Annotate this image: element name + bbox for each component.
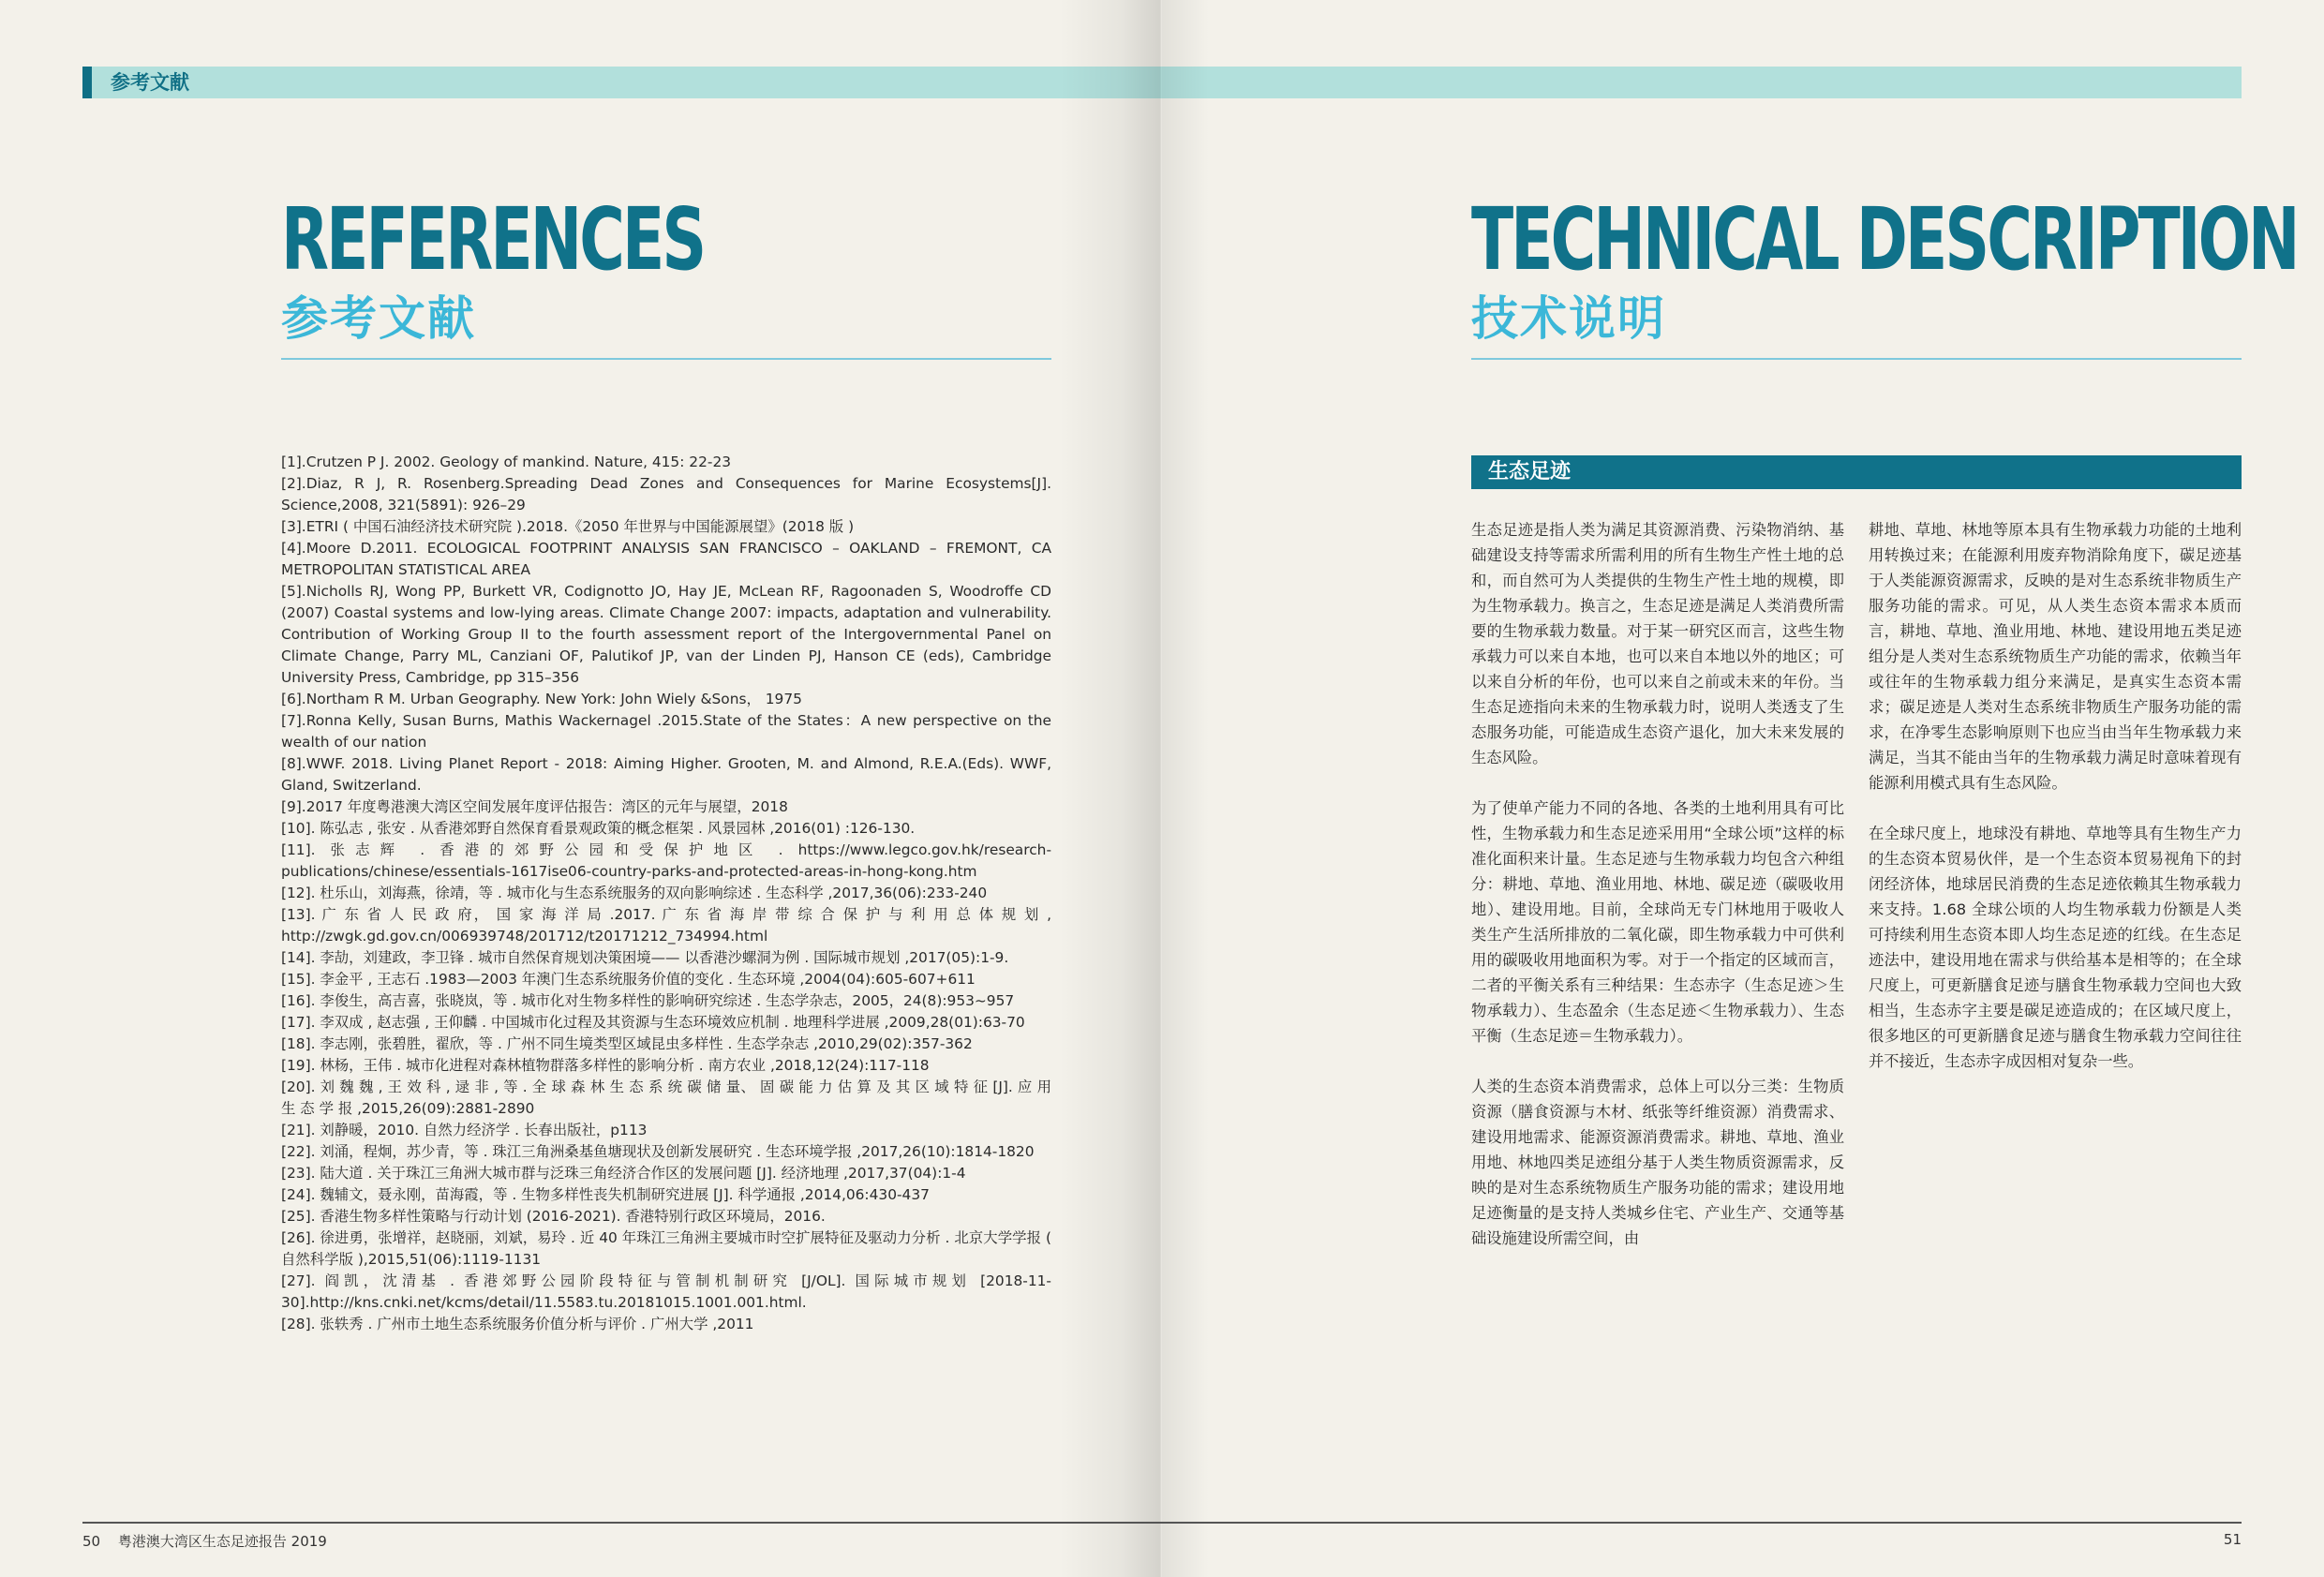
body-paragraph: 人类的生态资本消费需求，总体上可以分三类：生物质资源（膳食资源与木材、纸张等纤维资源）消费需求、建设用地需求、能源资源消费需求。耕地、草地、渔业用地、林地四类足迹组分基于人类生物质资源需求，反映的是对生态系统物质生产服务功能的需求；建设用地足迹衡量的是支持人类城乡住宅、产业生产、交通等基础设施建设所需空间，由 [1471,1078,1844,1247]
reference-item: [26]. 徐进勇，张增祥，赵晓丽，刘斌，易玲 . 近 40 年珠江三角洲主要城市时空扩展特征及驱动力分析 . 北京大学学报 ( 自然科学版 ),2015,51(06):1119-1131 [281,1229,1051,1268]
footer-left [82,1531,327,1551]
technical-description-title-zh: 技术说明 [1471,291,1666,346]
body-column-2 [1869,517,2242,1099]
reference-item: [11]. 张志辉 . 香港的郊野公园和受保护地区 . https://www.legco.gov.hk/research-publications/chinese/essentials-1617ise06-country-parks-and-protected-areas-in-hong-kong.htm [281,841,1051,880]
reference-item: [14]. 李劼，刘建政，李卫锋 . 城市自然保育规划决策困境—— 以香港沙螺洞为例 . 国际城市规划 ,2017(05):1-9. [281,949,1009,966]
body-paragraph: 为了使单产能力不同的各地、各类的土地利用具有可比性，生物承载力和生态足迹采用用“全球公顷”这样的标准化面积来计量。生态足迹与生物承载力均包含六种组分：耕地、草地、渔业用地、林地、碳足迹（碳吸收用地）、建设用地。目前，全球尚无专门林地用于吸收人类生产生活所排放的二氧化碳，即生物承载力中可供利用的碳吸收用地面积为零。对于一个指定的区域而言，二者的平衡关系有三种结果：生态赤字（生态足迹＞生物承载力）、生态盈余（生态足迹＜生物承载力）、生态平衡（生态足迹＝生物承载力）。 [1471,799,1844,1045]
references-title-zh: 参考文献 [281,291,476,346]
body-column-1 [1471,517,1844,1276]
reference-item: [4].Moore D.2011. ECOLOGICAL FOOTPRINT ANALYSIS SAN FRANCISCO – OAKLAND – FREMONT, CA METROPOLITAN STATISTICAL AREA [281,540,1051,578]
reference-item: [23]. 陆大道 . 关于珠江三角洲大城市群与泛珠三角经济合作区的发展问题 [J]. 经济地理 ,2017,37(04):1-4 [281,1165,966,1182]
reference-item: [5].Nicholls RJ, Wong PP, Burkett VR, Codignotto JO, Hay JE, McLean RF, Ragoonaden S, Woodroffe CD (2007) Coastal systems and low-lying areas. Climate Change 2007: impacts, adaptation and vulnerability. Contribution of Working Group II to the fourth assessment report of the Intergovernmental Panel on Climate Change, Parry ML, Canziani OF, Palutikof JP, van der Linden PJ, Hanson CE (eds), Cambridge University Press, Cambridge, pp 315–356 [281,583,1051,686]
page-number-left: 50 [82,1533,101,1550]
reference-item: [13]. 广 东 省 人 民 政 府， 国 家 海 洋 局 .2017. 广 东 省 海 岸 带 综 合 保 护 与 利 用 总 体 规 划 , http://zwgk.gd.gov.cn/006939748/201712/t20171212_734994.html [281,906,1051,945]
reference-item: [7].Ronna Kelly, Susan Burns, Mathis Wackernagel .2015.State of the States：A new perspective on the wealth of our nation [281,712,1051,751]
reference-list [281,452,1051,1335]
reference-item: [6].Northam R M. Urban Geography. New York: John Wiely &Sons， 1975 [281,691,802,707]
body-paragraph: 耕地、草地、林地等原本具有生物承载力功能的土地利用转换过来；在能源利用废弃物消除角度下，碳足迹基于人类能源资源需求，反映的是对生态系统非物质生产服务功能的需求。可见，从人类生态资本需求本质而言，耕地、草地、渔业用地、林地、建设用地五类足迹组分是人类对生态系统物质生产功能的需求，依赖当年或往年的生物承载力组分来满足，是真实生态资本需求；碳足迹是人类对生态系统非物质生产服务功能的需求，在净零生态影响原则下也应当由当年生物承载力来满足，当其不能由当年的生物承载力满足时意味着现有能源利用模式具有生态风险。 [1869,521,2242,792]
reference-item: [20]. 刘 魏 魏 , 王 效 科 , 逯 非 , 等 . 全 球 森 林 生 态 系 统 碳 储 量、 固 碳 能 力 估 算 及 其 区 域 特 征 [J]. 应 用 生 态 学 报 ,2015,26(09):2881-2890 [281,1079,1051,1117]
technical-description-rule [1471,358,2242,360]
reference-item: [9].2017 年度粤港澳大湾区空间发展年度评估报告：湾区的元年与展望，2018 [281,798,788,815]
reference-item: [27]. 阎凯，沈清基 . 香港郊野公园阶段特征与管制机制研究 [J/OL]. 国际城市规划 [2018-11-30].http://kns.cnki.net/kcms/detail/11.5583.tu.20181015.1001.001.html. [281,1272,1051,1311]
section-header-bar [1471,455,2242,489]
reference-item: [1].Crutzen P J. 2002. Geology of mankind. Nature, 415: 22-23 [281,454,732,470]
references-title: REFERENCES [281,189,705,290]
reference-item: [24]. 魏辅文，聂永刚，苗海霞，等 . 生物多样性丧失机制研究进展 [J]. 科学通报 ,2014,06:430-437 [281,1186,930,1203]
book-gutter-shadow-right [1162,0,1209,1577]
book-gutter-shadow [1059,0,1162,1577]
reference-item: [19]. 林杨，王伟 . 城市化进程对森林植物群落多样性的影响分析 . 南方农业 ,2018,12(24):117-118 [281,1057,930,1074]
footer-report-title: 粤港澳大湾区生态足迹报告 2019 [117,1533,327,1550]
reference-item: [10]. 陈弘志 , 张安 . 从香港郊野自然保育看景观政策的概念框架 . 风景园林 ,2016(01) :126-130. [281,820,916,837]
reference-item: [8].WWF. 2018. Living Planet Report - 2018: Aiming Higher. Grooten, M. and Almond, R.E.A.(Eds). WWF, Gland, Switzerland. [281,755,1051,794]
reference-item: [3].ETRI ( 中国石油经济技术研究院 ).2018.《2050 年世界与中国能源展望》(2018 版 ) [281,518,855,535]
reference-item: [18]. 李志刚，张碧胜，翟欣，等 . 广州不同生境类型区域昆虫多样性 . 生态学杂志 ,2010,29(02):357-362 [281,1035,973,1052]
body-paragraph: 生态足迹是指人类为满足其资源消费、污染物消纳、基础建设支持等需求所需利用的所有生物生产性土地的总和，而自然可为人类提供的生物生产性土地的规模，即为生物承载力。换言之，生态足迹是满足人类消费所需要的生物承载力数量。对于某一研究区而言，这些生物承载力可以来自本地，也可以来自本地以外的地区；可以来自分析的年份，也可以来自之前或未来的年份。当生态足迹指向未来的生物承载力时，说明人类透支了生态服务功能，可能造成生态资产退化，加大未来发展的生态风险。 [1471,521,1844,766]
section-title: 生态足迹 [1488,460,1572,484]
header-label: 参考文献 [111,71,189,94]
reference-item: [17]. 李双成 , 赵志强 , 王仰麟 . 中国城市化过程及其资源与生态环境效应机制 . 地理科学进展 ,2009,28(01):63-70 [281,1014,1025,1031]
header-marker [82,67,92,98]
reference-item: [25]. 香港生物多样性策略与行动计划 (2016-2021). 香港特别行政区环境局，2016. [281,1208,826,1225]
reference-item: [15]. 李金平 , 王志石 .1983—2003 年澳门生态系统服务价值的变化 . 生态环境 ,2004(04):605-607+611 [281,971,976,988]
technical-description-title: TECHNICAL DESCRIPTION [1471,189,2298,290]
reference-item: [16]. 李俊生，高吉喜，张晓岚，等 . 城市化对生物多样性的影响研究综述 . 生态学杂志，2005，24(8):953~957 [281,992,1015,1009]
references-rule [281,358,1051,360]
reference-item: [28]. 张轶秀 . 广州市土地生态系统服务价值分析与评价 . 广州大学 ,2011 [281,1316,754,1332]
page-number-right: 51 [2223,1531,2242,1548]
reference-item: [2].Diaz, R J, R. Rosenberg.Spreading Dead Zones and Consequences for Marine Ecosystems[J]. Science,2008, 321(5891): 926–29 [281,475,1051,513]
footer-rule [82,1522,2242,1524]
body-paragraph: 在全球尺度上，地球没有耕地、草地等具有生物生产力的生态资本贸易伙伴，是一个生态资本贸易视角下的封闭经济体，地球居民消费的生态足迹依赖其生物承载力来支持。1.68 全球公顷的人均生物承载力份额是人类可持续利用生态资本即人均生态足迹的红线。在生态足迹法中，建设用地在需求与供给基本是相等的；在全球尺度上，可更新膳食足迹与膳食生物承载力空间也大致相当，生态赤字主要是碳足迹造成的；在区域尺度上，很多地区的可更新膳食足迹与膳食生物承载力空间往往并不接近，生态赤字成因相对复杂一些。 [1869,825,2242,1070]
reference-item: [12]. 杜乐山，刘海燕，徐靖，等 . 城市化与生态系统服务的双向影响综述 . 生态科学 ,2017,36(06):233-240 [281,885,988,901]
reference-item: [21]. 刘静暖，2010. 自然力经济学 . 长春出版社，p113 [281,1122,648,1138]
reference-item: [22]. 刘涌，程炯，苏少青，等 . 珠江三角洲桑基鱼塘现状及创新发展研究 . 生态环境学报 ,2017,26(10):1814-1820 [281,1143,1035,1160]
